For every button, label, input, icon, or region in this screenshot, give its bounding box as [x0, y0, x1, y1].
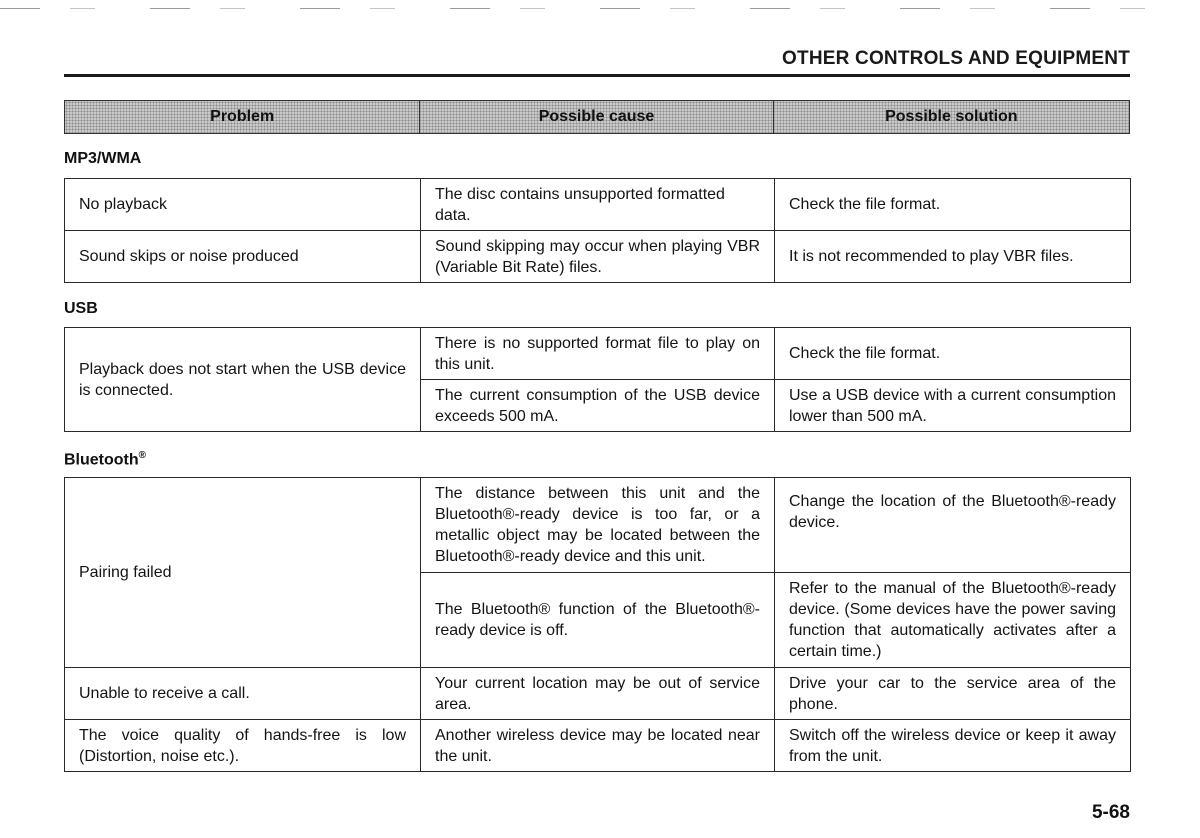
column-header-cause [420, 101, 773, 133]
table-bluetooth [64, 477, 1131, 772]
table-row [65, 328, 1131, 380]
cause-cell: There is no supported format file to play on this unit. [421, 328, 775, 380]
page-number: 5-68 [1091, 802, 1130, 823]
problem-cell: Sound skips or noise produced [65, 231, 421, 283]
solution-cell: Refer to the manual of the Bluetooth®-ready device. (Some devices have the power saving function that automatically activates after a certain time.) [775, 573, 1131, 668]
column-header-solution [774, 101, 1129, 133]
table-row [65, 478, 1131, 573]
solution-cell: Drive your car to the service area of the phone. [775, 668, 1131, 720]
cause-cell: The current consumption of the USB device exceeds 500 mA. [421, 380, 775, 432]
column-header-cause-label: Possible cause [538, 108, 655, 125]
cause-cell: The disc contains unsupported formatted data. [421, 179, 775, 231]
cause-cell: The distance between this unit and the Bluetooth®-ready device is too far, or a metallic object may be located between the Bluetooth®-ready device and this unit. [421, 478, 775, 573]
table-row [65, 668, 1131, 720]
group-label-bluetooth-text: Bluetooth [64, 451, 139, 469]
problem-cell: Unable to receive a call. [65, 668, 421, 720]
cause-cell: Sound skipping may occur when playing VBR (Variable Bit Rate) files. [421, 231, 775, 283]
registered-mark: ® [138, 450, 147, 461]
column-header-problem-label: Problem [210, 108, 275, 125]
solution-cell: Check the file format. [775, 328, 1131, 380]
table-usb [64, 327, 1131, 432]
cause-cell: The Bluetooth® function of the Bluetooth®-ready device is off. [421, 573, 775, 668]
section-title: OTHER CONTROLS AND EQUIPMENT [782, 48, 1130, 69]
problem-cell: Playback does not start when the USB device is connected. [65, 328, 421, 432]
top-margin-rule [0, 8, 1200, 9]
problem-cell: Pairing failed [65, 478, 421, 668]
column-header-problem [65, 101, 420, 133]
table-row [65, 720, 1131, 772]
problem-cell: The voice quality of hands-free is low (Distortion, noise etc.). [65, 720, 421, 772]
solution-cell: Check the file format. [775, 179, 1131, 231]
table-mp3 [64, 178, 1131, 283]
solution-cell: Change the location of the Bluetooth®-ready device. [775, 478, 1131, 573]
table-column-headers [64, 100, 1130, 134]
cause-cell: Another wireless device may be located near the unit. [421, 720, 775, 772]
column-header-solution-label: Possible solution [885, 108, 1018, 125]
solution-cell: Switch off the wireless device or keep it away from the unit. [775, 720, 1131, 772]
problem-cell: No playback [65, 179, 421, 231]
cause-cell: Your current location may be out of service area. [421, 668, 775, 720]
solution-cell: It is not recommended to play VBR files. [775, 231, 1131, 283]
table-row [65, 231, 1131, 283]
solution-cell: Use a USB device with a current consumption lower than 500 mA. [775, 380, 1131, 432]
group-label-mp3: MP3/WMA [64, 150, 142, 167]
group-label-bluetooth [64, 450, 146, 469]
header-rule [64, 74, 1130, 77]
table-row [65, 179, 1131, 231]
group-label-usb: USB [64, 300, 98, 317]
